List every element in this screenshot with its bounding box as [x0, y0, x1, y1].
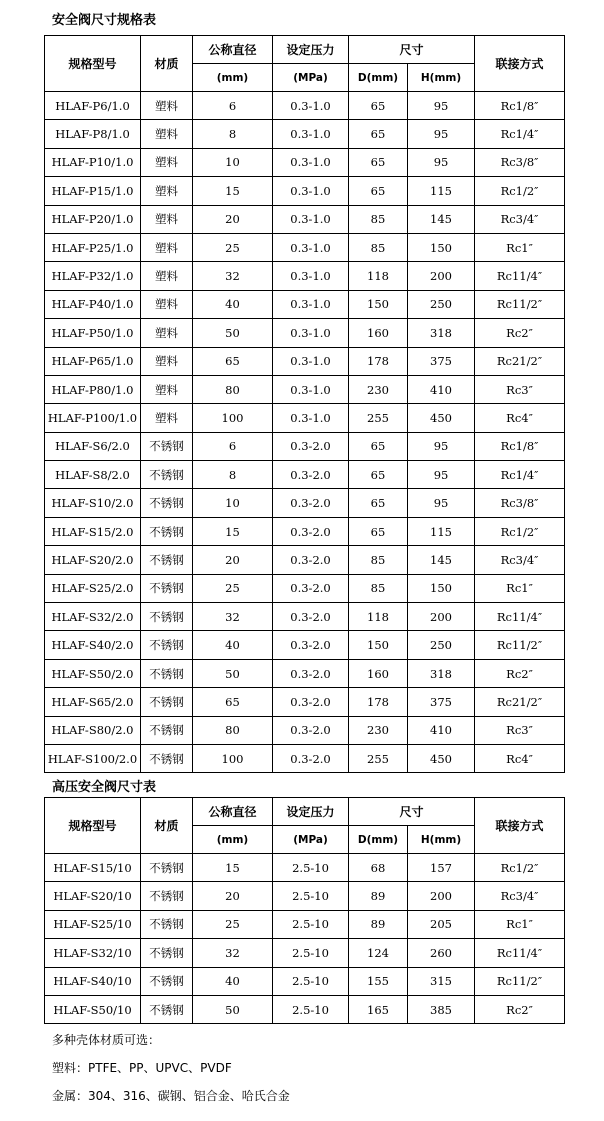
- cell-model: HLAF-S40/2.0: [45, 631, 141, 659]
- cell-model: HLAF-S32/10: [45, 939, 141, 967]
- cell-connection: Rc11/4″: [475, 262, 565, 290]
- table-row: [45, 744, 565, 772]
- cell-connection: Rc1″: [475, 574, 565, 602]
- cell-model: HLAF-S65/2.0: [45, 688, 141, 716]
- cell-model: HLAF-S80/2.0: [45, 716, 141, 744]
- cell-set-pressure: 0.3-2.0: [273, 574, 349, 602]
- header-size: 尺寸: [349, 36, 475, 64]
- cell-set-pressure: 0.3-1.0: [273, 347, 349, 375]
- cell-d-mm: 150: [349, 631, 408, 659]
- cell-set-pressure: 2.5-10: [273, 882, 349, 910]
- cell-connection: Rc1/4″: [475, 120, 565, 148]
- cell-set-pressure: 0.3-1.0: [273, 148, 349, 176]
- cell-material: 不锈钢: [141, 574, 193, 602]
- table-row: [45, 432, 565, 460]
- cell-h-mm: 145: [408, 205, 475, 233]
- cell-model: HLAF-S32/2.0: [45, 603, 141, 631]
- cell-h-mm: 318: [408, 319, 475, 347]
- cell-h-mm: 95: [408, 432, 475, 460]
- cell-d-mm: 255: [349, 404, 408, 432]
- cell-nominal-diameter: 15: [193, 177, 273, 205]
- table-row: [45, 461, 565, 489]
- cell-connection: Rc1″: [475, 910, 565, 938]
- cell-connection: Rc3/4″: [475, 882, 565, 910]
- cell-set-pressure: 0.3-2.0: [273, 517, 349, 545]
- cell-material: 塑料: [141, 290, 193, 318]
- cell-material: 不锈钢: [141, 716, 193, 744]
- cell-h-mm: 385: [408, 995, 475, 1023]
- cell-model: HLAF-P32/1.0: [45, 262, 141, 290]
- cell-h-mm: 260: [408, 939, 475, 967]
- cell-h-mm: 200: [408, 882, 475, 910]
- cell-nominal-diameter: 32: [193, 262, 273, 290]
- cell-nominal-diameter: 80: [193, 716, 273, 744]
- cell-h-mm: 200: [408, 262, 475, 290]
- cell-nominal-diameter: 40: [193, 967, 273, 995]
- cell-nominal-diameter: 20: [193, 546, 273, 574]
- cell-set-pressure: 2.5-10: [273, 910, 349, 938]
- cell-model: HLAF-S10/2.0: [45, 489, 141, 517]
- table-row: [45, 716, 565, 744]
- cell-model: HLAF-S15/2.0: [45, 517, 141, 545]
- cell-model: HLAF-S20/2.0: [45, 546, 141, 574]
- cell-connection: Rc3/4″: [475, 205, 565, 233]
- cell-nominal-diameter: 8: [193, 461, 273, 489]
- cell-material: 不锈钢: [141, 995, 193, 1023]
- cell-d-mm: 89: [349, 882, 408, 910]
- cell-d-mm: 89: [349, 910, 408, 938]
- cell-set-pressure: 0.3-2.0: [273, 432, 349, 460]
- cell-nominal-diameter: 65: [193, 688, 273, 716]
- cell-model: HLAF-S25/10: [45, 910, 141, 938]
- cell-material: 不锈钢: [141, 744, 193, 772]
- table-row: [45, 631, 565, 659]
- cell-model: HLAF-P65/1.0: [45, 347, 141, 375]
- cell-connection: Rc3/4″: [475, 546, 565, 574]
- cell-set-pressure: 0.3-1.0: [273, 205, 349, 233]
- cell-d-mm: 150: [349, 290, 408, 318]
- table1-title: 安全阀尺寸规格表: [52, 13, 157, 28]
- cell-d-mm: 255: [349, 744, 408, 772]
- header-pressure: 设定压力: [273, 798, 349, 826]
- cell-material: 不锈钢: [141, 854, 193, 882]
- cell-h-mm: 95: [408, 92, 475, 120]
- cell-nominal-diameter: 65: [193, 347, 273, 375]
- cell-nominal-diameter: 15: [193, 517, 273, 545]
- cell-h-mm: 318: [408, 659, 475, 687]
- cell-d-mm: 165: [349, 995, 408, 1023]
- cell-d-mm: 85: [349, 233, 408, 261]
- table-row: [45, 489, 565, 517]
- cell-model: HLAF-S50/2.0: [45, 659, 141, 687]
- cell-d-mm: 65: [349, 517, 408, 545]
- cell-d-mm: 65: [349, 92, 408, 120]
- cell-model: HLAF-P25/1.0: [45, 233, 141, 261]
- cell-material: 塑料: [141, 92, 193, 120]
- cell-material: 不锈钢: [141, 882, 193, 910]
- cell-connection: Rc1/8″: [475, 432, 565, 460]
- header-dn: 公称直径: [193, 36, 273, 64]
- table-row: [45, 967, 565, 995]
- cell-h-mm: 315: [408, 967, 475, 995]
- cell-model: HLAF-P20/1.0: [45, 205, 141, 233]
- cell-d-mm: 178: [349, 347, 408, 375]
- cell-h-mm: 150: [408, 574, 475, 602]
- table-row: [45, 120, 565, 148]
- cell-d-mm: 178: [349, 688, 408, 716]
- cell-d-mm: 65: [349, 489, 408, 517]
- cell-d-mm: 65: [349, 120, 408, 148]
- table-row: [45, 233, 565, 261]
- cell-nominal-diameter: 25: [193, 574, 273, 602]
- cell-material: 塑料: [141, 148, 193, 176]
- cell-h-mm: 205: [408, 910, 475, 938]
- table-row: [45, 177, 565, 205]
- cell-set-pressure: 2.5-10: [273, 995, 349, 1023]
- cell-nominal-diameter: 8: [193, 120, 273, 148]
- cell-connection: Rc11/4″: [475, 603, 565, 631]
- cell-material: 不锈钢: [141, 910, 193, 938]
- header-dn-unit: (mm): [193, 826, 273, 854]
- table-row: [45, 574, 565, 602]
- cell-nominal-diameter: 6: [193, 432, 273, 460]
- cell-h-mm: 95: [408, 489, 475, 517]
- cell-h-mm: 157: [408, 854, 475, 882]
- cell-d-mm: 65: [349, 432, 408, 460]
- cell-nominal-diameter: 50: [193, 319, 273, 347]
- header-d: D(mm): [349, 64, 408, 92]
- spec-table: [44, 35, 565, 773]
- cell-material: 不锈钢: [141, 517, 193, 545]
- cell-connection: Rc21/2″: [475, 347, 565, 375]
- cell-connection: Rc3″: [475, 716, 565, 744]
- cell-connection: Rc1/4″: [475, 461, 565, 489]
- cell-d-mm: 160: [349, 659, 408, 687]
- cell-model: HLAF-S25/2.0: [45, 574, 141, 602]
- header-model: 规格型号: [45, 798, 141, 854]
- cell-connection: Rc4″: [475, 404, 565, 432]
- cell-set-pressure: 0.3-2.0: [273, 744, 349, 772]
- cell-material: 不锈钢: [141, 659, 193, 687]
- cell-material: 塑料: [141, 177, 193, 205]
- cell-d-mm: 85: [349, 574, 408, 602]
- cell-material: 塑料: [141, 347, 193, 375]
- cell-d-mm: 230: [349, 375, 408, 403]
- cell-connection: Rc1/2″: [475, 517, 565, 545]
- cell-nominal-diameter: 100: [193, 404, 273, 432]
- cell-connection: Rc3/8″: [475, 489, 565, 517]
- cell-model: HLAF-S100/2.0: [45, 744, 141, 772]
- cell-nominal-diameter: 100: [193, 744, 273, 772]
- cell-nominal-diameter: 40: [193, 290, 273, 318]
- high-pressure-table: [44, 797, 565, 1024]
- cell-nominal-diameter: 15: [193, 854, 273, 882]
- cell-h-mm: 450: [408, 744, 475, 772]
- cell-h-mm: 95: [408, 120, 475, 148]
- cell-set-pressure: 0.3-1.0: [273, 319, 349, 347]
- cell-material: 塑料: [141, 233, 193, 261]
- cell-nominal-diameter: 50: [193, 659, 273, 687]
- cell-connection: Rc11/2″: [475, 967, 565, 995]
- cell-nominal-diameter: 25: [193, 910, 273, 938]
- cell-material: 不锈钢: [141, 967, 193, 995]
- cell-d-mm: 155: [349, 967, 408, 995]
- table-row: [45, 659, 565, 687]
- cell-nominal-diameter: 32: [193, 603, 273, 631]
- table2-title: 高压安全阀尺寸表: [52, 780, 157, 795]
- cell-set-pressure: 2.5-10: [273, 939, 349, 967]
- cell-h-mm: 95: [408, 461, 475, 489]
- cell-model: HLAF-P6/1.0: [45, 92, 141, 120]
- header-material: 材质: [141, 36, 193, 92]
- cell-nominal-diameter: 80: [193, 375, 273, 403]
- cell-h-mm: 250: [408, 290, 475, 318]
- cell-d-mm: 85: [349, 205, 408, 233]
- cell-material: 塑料: [141, 205, 193, 233]
- cell-h-mm: 200: [408, 603, 475, 631]
- header-d: D(mm): [349, 826, 408, 854]
- cell-material: 塑料: [141, 120, 193, 148]
- table-row: [45, 404, 565, 432]
- cell-model: HLAF-P100/1.0: [45, 404, 141, 432]
- cell-model: HLAF-P15/1.0: [45, 177, 141, 205]
- cell-material: 不锈钢: [141, 432, 193, 460]
- cell-connection: Rc2″: [475, 995, 565, 1023]
- cell-set-pressure: 0.3-1.0: [273, 375, 349, 403]
- note-materials-intro: 多种壳体材质可选：: [52, 1033, 161, 1047]
- cell-material: 塑料: [141, 404, 193, 432]
- cell-set-pressure: 0.3-2.0: [273, 688, 349, 716]
- note-metal-materials: 金属：304、316、碳钢、铝合金、哈氏合金: [52, 1089, 290, 1103]
- cell-d-mm: 230: [349, 716, 408, 744]
- cell-model: HLAF-P10/1.0: [45, 148, 141, 176]
- cell-connection: Rc11/4″: [475, 939, 565, 967]
- table-row: [45, 148, 565, 176]
- table-row: [45, 688, 565, 716]
- cell-model: HLAF-S50/10: [45, 995, 141, 1023]
- header-pressure-unit: (MPa): [273, 826, 349, 854]
- table-row: [45, 546, 565, 574]
- header-connection: 联接方式: [475, 798, 565, 854]
- cell-set-pressure: 0.3-1.0: [273, 120, 349, 148]
- cell-h-mm: 410: [408, 375, 475, 403]
- cell-set-pressure: 0.3-2.0: [273, 489, 349, 517]
- cell-d-mm: 65: [349, 148, 408, 176]
- cell-connection: Rc3″: [475, 375, 565, 403]
- header-h: H(mm): [408, 64, 475, 92]
- cell-connection: Rc1/2″: [475, 177, 565, 205]
- cell-h-mm: 410: [408, 716, 475, 744]
- cell-set-pressure: 0.3-2.0: [273, 716, 349, 744]
- table-row: [45, 290, 565, 318]
- table-row: [45, 262, 565, 290]
- table-row: [45, 995, 565, 1023]
- cell-connection: Rc11/2″: [475, 631, 565, 659]
- cell-set-pressure: 0.3-2.0: [273, 659, 349, 687]
- cell-model: HLAF-P80/1.0: [45, 375, 141, 403]
- cell-model: HLAF-P40/1.0: [45, 290, 141, 318]
- table-row: [45, 205, 565, 233]
- header-material: 材质: [141, 798, 193, 854]
- cell-model: HLAF-S6/2.0: [45, 432, 141, 460]
- cell-material: 不锈钢: [141, 489, 193, 517]
- cell-model: HLAF-S15/10: [45, 854, 141, 882]
- cell-d-mm: 118: [349, 262, 408, 290]
- cell-material: 塑料: [141, 375, 193, 403]
- cell-nominal-diameter: 40: [193, 631, 273, 659]
- table-row: [45, 882, 565, 910]
- cell-material: 不锈钢: [141, 939, 193, 967]
- table-row: [45, 92, 565, 120]
- cell-set-pressure: 0.3-2.0: [273, 461, 349, 489]
- cell-set-pressure: 0.3-1.0: [273, 92, 349, 120]
- header-pressure: 设定压力: [273, 36, 349, 64]
- cell-h-mm: 375: [408, 688, 475, 716]
- note-plastic-materials: 塑料：PTFE、PP、UPVC、PVDF: [52, 1061, 232, 1075]
- cell-material: 不锈钢: [141, 461, 193, 489]
- cell-h-mm: 450: [408, 404, 475, 432]
- table-row: [45, 603, 565, 631]
- cell-nominal-diameter: 32: [193, 939, 273, 967]
- cell-nominal-diameter: 10: [193, 148, 273, 176]
- table-row: [45, 910, 565, 938]
- cell-d-mm: 124: [349, 939, 408, 967]
- cell-material: 不锈钢: [141, 603, 193, 631]
- cell-nominal-diameter: 50: [193, 995, 273, 1023]
- cell-set-pressure: 0.3-1.0: [273, 404, 349, 432]
- cell-h-mm: 95: [408, 148, 475, 176]
- cell-h-mm: 250: [408, 631, 475, 659]
- cell-material: 不锈钢: [141, 631, 193, 659]
- cell-h-mm: 145: [408, 546, 475, 574]
- cell-material: 不锈钢: [141, 688, 193, 716]
- cell-connection: Rc3/8″: [475, 148, 565, 176]
- cell-d-mm: 160: [349, 319, 408, 347]
- header-model: 规格型号: [45, 36, 141, 92]
- cell-model: HLAF-P50/1.0: [45, 319, 141, 347]
- table-row: [45, 319, 565, 347]
- cell-model: HLAF-S20/10: [45, 882, 141, 910]
- cell-nominal-diameter: 20: [193, 882, 273, 910]
- cell-set-pressure: 2.5-10: [273, 854, 349, 882]
- header-pressure-unit: (MPa): [273, 64, 349, 92]
- cell-set-pressure: 0.3-1.0: [273, 290, 349, 318]
- cell-model: HLAF-S8/2.0: [45, 461, 141, 489]
- cell-set-pressure: 0.3-2.0: [273, 546, 349, 574]
- cell-model: HLAF-P8/1.0: [45, 120, 141, 148]
- cell-connection: Rc2″: [475, 659, 565, 687]
- header-dn-unit: (mm): [193, 64, 273, 92]
- cell-h-mm: 150: [408, 233, 475, 261]
- cell-d-mm: 65: [349, 461, 408, 489]
- cell-d-mm: 85: [349, 546, 408, 574]
- cell-connection: Rc1/2″: [475, 854, 565, 882]
- table-row: [45, 375, 565, 403]
- cell-set-pressure: 0.3-1.0: [273, 262, 349, 290]
- cell-connection: Rc1″: [475, 233, 565, 261]
- cell-nominal-diameter: 6: [193, 92, 273, 120]
- cell-material: 不锈钢: [141, 546, 193, 574]
- header-h: H(mm): [408, 826, 475, 854]
- cell-connection: Rc1/8″: [475, 92, 565, 120]
- cell-d-mm: 118: [349, 603, 408, 631]
- cell-nominal-diameter: 20: [193, 205, 273, 233]
- cell-d-mm: 68: [349, 854, 408, 882]
- table-row: [45, 939, 565, 967]
- cell-h-mm: 375: [408, 347, 475, 375]
- header-dn: 公称直径: [193, 798, 273, 826]
- cell-nominal-diameter: 10: [193, 489, 273, 517]
- cell-set-pressure: 2.5-10: [273, 967, 349, 995]
- cell-set-pressure: 0.3-2.0: [273, 631, 349, 659]
- table-row: [45, 517, 565, 545]
- cell-material: 塑料: [141, 319, 193, 347]
- cell-connection: Rc4″: [475, 744, 565, 772]
- cell-h-mm: 115: [408, 517, 475, 545]
- header-connection: 联接方式: [475, 36, 565, 92]
- table-row: [45, 347, 565, 375]
- cell-connection: Rc21/2″: [475, 688, 565, 716]
- cell-material: 塑料: [141, 262, 193, 290]
- cell-h-mm: 115: [408, 177, 475, 205]
- cell-model: HLAF-S40/10: [45, 967, 141, 995]
- table-row: [45, 854, 565, 882]
- cell-connection: Rc2″: [475, 319, 565, 347]
- cell-set-pressure: 0.3-1.0: [273, 177, 349, 205]
- cell-connection: Rc11/2″: [475, 290, 565, 318]
- cell-set-pressure: 0.3-1.0: [273, 233, 349, 261]
- cell-nominal-diameter: 25: [193, 233, 273, 261]
- header-size: 尺寸: [349, 798, 475, 826]
- cell-set-pressure: 0.3-2.0: [273, 603, 349, 631]
- cell-d-mm: 65: [349, 177, 408, 205]
